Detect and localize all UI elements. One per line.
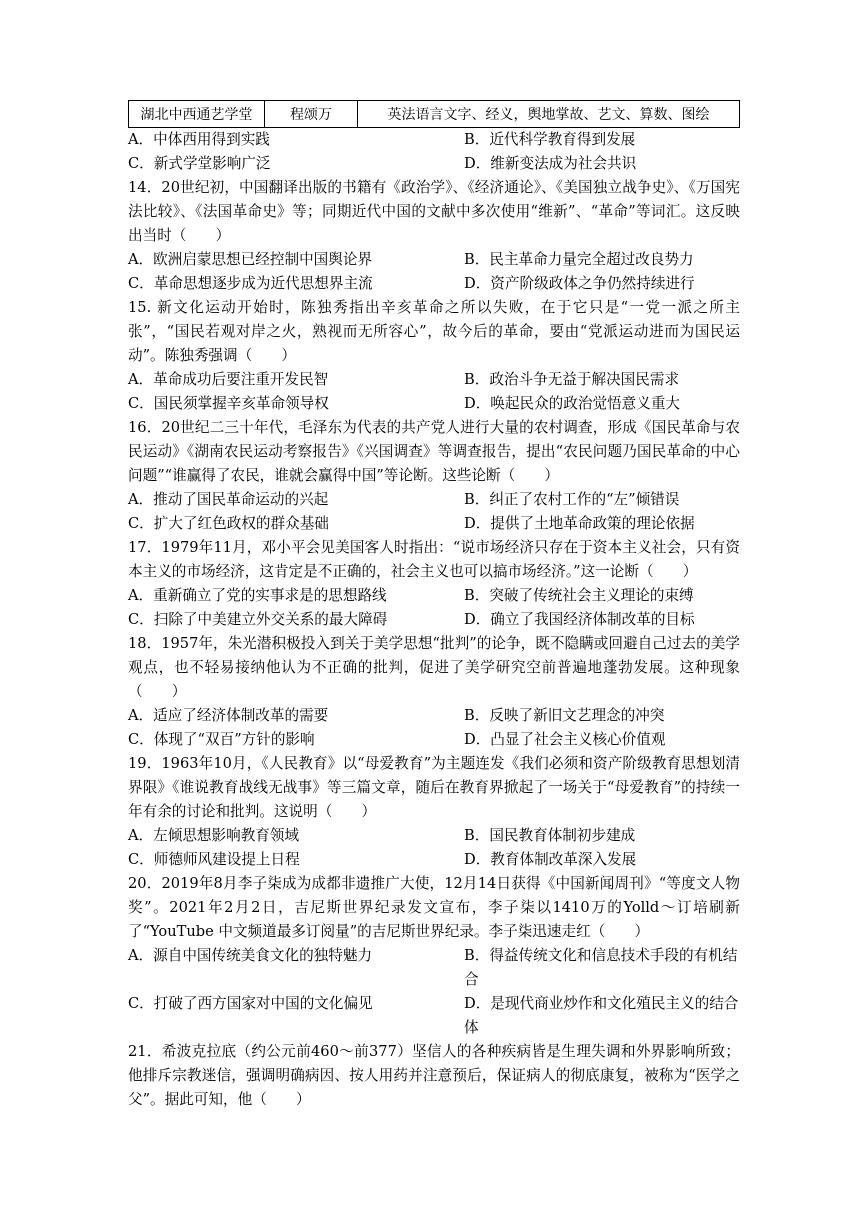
option-a: A．欧洲启蒙思想已经控制中国舆论界 bbox=[128, 251, 373, 268]
option-c: C．扩大了红色政权的群众基础 bbox=[128, 515, 329, 532]
option-d: D．唤起民众的政治觉悟意义重大 bbox=[464, 395, 681, 412]
table-cell-school: 湖北中西通艺学堂 bbox=[129, 101, 265, 128]
question-20 bbox=[128, 872, 740, 1040]
question-stem: 14．20世纪初，中国翻译出版的书籍有《政治学》、《经济通论》、《美国独立战争史》、《万国宪法比较》、《法国革命史》等；同期近代中国的文献中多次使用“维新”、“革命”等词汇。这反映出当时（ ） bbox=[128, 179, 740, 244]
option-b: B．纠正了农村工作的“左”倾错误 bbox=[464, 491, 680, 508]
option-d: D．是现代商业炒作和文化殖民主义的结合体 bbox=[464, 995, 739, 1036]
option-a: A．推动了国民革命运动的兴起 bbox=[128, 491, 329, 508]
option-a: A．左倾思想影响教育领域 bbox=[128, 827, 300, 844]
option-c: C．革命思想逐步成为近代思想界主流 bbox=[128, 275, 373, 292]
question-stem: 17．1979年11月，邓小平会见美国客人时指出：“说市场经济只存在于资本主义社会，只有资本主义的市场经济，这肯定是不正确的，社会主义也可以搞市场经济。”这一论断（ ） bbox=[128, 539, 740, 580]
option-b: B．近代科学教育得到发展 bbox=[464, 131, 636, 148]
q13-options bbox=[128, 128, 740, 176]
option-b: B．国民教育体制初步建成 bbox=[464, 827, 636, 844]
option-a: A．源自中国传统美食文化的独特魅力 bbox=[128, 947, 373, 964]
option-a: A．中体西用得到实践 bbox=[128, 131, 270, 148]
question-stem: 16．20世纪二三十年代，毛泽东为代表的共产党人进行大量的农村调查，形成《国民革命与农民运动》《湖南农民运动考察报告》《兴国调查》等调查报告，提出“农民问题乃国民革命的中心问题”“谁赢得了农民，谁就会赢得中国”等论断。这些论断（ ） bbox=[128, 419, 740, 484]
question-18 bbox=[128, 632, 740, 752]
option-b: B．突破了传统社会主义理论的束缚 bbox=[464, 587, 694, 604]
table-cell-subjects: 英法语言文字、经义，舆地掌故、艺文、算数、图绘 bbox=[358, 101, 740, 128]
option-c: C．打破了西方国家对中国的文化偏见 bbox=[128, 995, 373, 1012]
question-16 bbox=[128, 416, 740, 536]
question-stem: 18．1957年，朱光潜积极投入到关于美学思想“批判”的论争，既不隐瞒或回避自己过去的美学观点，也不轻易接纳他认为不正确的批判，促进了美学研究空前普遍地蓬勃发展。这种现象（ ） bbox=[128, 635, 740, 700]
question-stem: 20．2019年8月李子柒成为成都非遗推广大使，12月14日获得《中国新闻周刊》“等度文人物奖”。2021年2月2日，吉尼斯世界纪录发文宣布，李子柒以1410万的Yolld～订培刷新了“YouTube 中文频道最多订阅量”的吉尼斯世界纪录。李子柒迅速走红（ ） bbox=[128, 875, 740, 940]
option-c: C．师德师风建设提上日程 bbox=[128, 851, 300, 868]
table-row bbox=[129, 101, 740, 128]
option-a: A．重新确立了党的实事求是的思想路线 bbox=[128, 587, 387, 604]
question-15 bbox=[128, 296, 740, 416]
table-cell-founder: 程颂万 bbox=[265, 101, 358, 128]
option-d: D．维新变法成为社会共识 bbox=[464, 155, 637, 172]
school-info-table bbox=[128, 100, 740, 128]
option-d: D．资产阶级政体之争仍然持续进行 bbox=[464, 275, 695, 292]
option-d: D．教育体制改革深入发展 bbox=[464, 851, 637, 868]
question-17 bbox=[128, 536, 740, 632]
option-b: B．得益传统文化和信息技术手段的有机结合 bbox=[464, 947, 738, 988]
document-page bbox=[128, 100, 740, 1112]
option-b: B．民主革命力量完全超过改良势力 bbox=[464, 251, 694, 268]
question-21 bbox=[128, 1040, 740, 1112]
question-stem: 15. 新文化运动开始时，陈独秀指出辛亥革命之所以失败，在于它只是“一党一派之所主张”，“国民若观对岸之火，熟视而无所容心”，故今后的革命，要由“党派运动进而为国民运动”。陈独秀强调（ ） bbox=[128, 299, 740, 364]
option-b: B．反映了新旧文艺理念的冲突 bbox=[464, 707, 665, 724]
question-stem: 19．1963年10月，《人民教育》以“母爱教育”为主题连发《我们必须和资产阶级教育思想划清界限》《谁说教育战线无战事》等三篇文章，随后在教育界掀起了一场关于“母爱教育”的持续一年有余的讨论和批判。这说明（ ） bbox=[128, 755, 740, 820]
option-d: D．提供了土地革命政策的理论依据 bbox=[464, 515, 695, 532]
option-c: C．国民须掌握辛亥革命领导权 bbox=[128, 395, 329, 412]
option-c: C．扫除了中美建立外交关系的最大障碍 bbox=[128, 611, 388, 628]
question-stem: 21．希波克拉底（约公元前460～前377）坚信人的各种疾病皆是生理失调和外界影响所致；他排斥宗教迷信，强调明确病因、按人用药并注意预后，保证病人的彻底康复，被称为“医学之父”。据此可知，他（ ） bbox=[128, 1043, 740, 1108]
question-14 bbox=[128, 176, 740, 296]
option-c: C．体现了“双百”方针的影响 bbox=[128, 731, 315, 748]
option-d: D．凸显了社会主义核心价值观 bbox=[464, 731, 666, 748]
option-a: A．适应了经济体制改革的需要 bbox=[128, 707, 329, 724]
option-b: B．政治斗争无益于解决国民需求 bbox=[464, 371, 680, 388]
option-c: C．新式学堂影响广泛 bbox=[128, 155, 271, 172]
option-d: D．确立了我国经济体制改革的目标 bbox=[464, 611, 695, 628]
option-a: A．革命成功后要注重开发民智 bbox=[128, 371, 329, 388]
question-19 bbox=[128, 752, 740, 872]
